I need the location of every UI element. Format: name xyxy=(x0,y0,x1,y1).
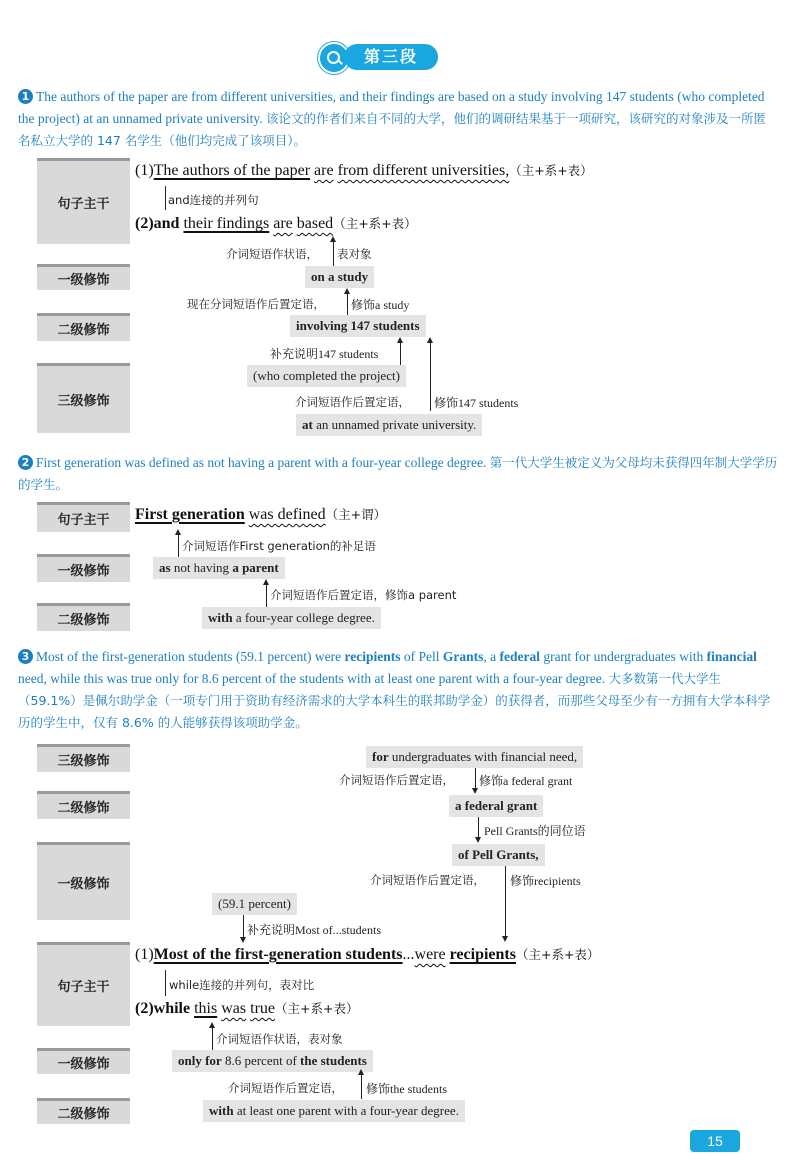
arrow-line xyxy=(178,533,179,557)
label-level3-1: 三级修饰 xyxy=(37,363,130,433)
s1-and-note: and连接的并列句 xyxy=(168,193,259,207)
label-level1-1: 一级修饰 xyxy=(37,264,130,290)
arrow-up-icon xyxy=(263,579,269,585)
arrow-line xyxy=(478,817,479,839)
label-level2-2: 二级修饰 xyxy=(37,603,130,631)
sentence-number-1: 1 xyxy=(18,89,33,104)
sentence-1-text xyxy=(18,86,778,152)
label-level2-3: 二级修饰 xyxy=(37,791,130,819)
s3-main-clause-2: (2)while this was true（主+系+表） xyxy=(135,1000,359,1017)
s2-box-with-degree: with a four-year college degree. xyxy=(202,607,381,629)
arrow-down-icon xyxy=(472,788,478,794)
arrow-line xyxy=(361,1073,362,1099)
label-main-1: 句子主干 xyxy=(37,158,130,244)
s3-note-students-b: 修饰the students xyxy=(366,1082,447,1096)
arrow-line xyxy=(212,1026,213,1050)
s3-note-students: 介词短语作后置定语， xyxy=(228,1081,343,1095)
s1-note-3: 补充说明147 students xyxy=(270,347,379,361)
sentence-3-text: 3 Most of the first-generation students (59.1 percent) were recipients of Pell Grants, a federal grant for undergraduates with financial need, while this was true only for 8.6 percent of the students with at least one parent with a four-year degree. 大多数第一代大学生（59.1%）是佩尔助学金（一项专门用于资助有经济需求的大学本科生的联邦助学金）的获得者，而那些父母至少有一方拥有大学本科学历的学生中，仅有 8.6% 的人能够获得该项助学金。 xyxy=(18,649,771,730)
s1-note-1b: 表对象 xyxy=(337,247,372,261)
s3-box-59-percent: (59.1 percent) xyxy=(212,893,297,915)
arrow-up-icon xyxy=(330,236,336,242)
label-main-2: 句子主干 xyxy=(37,502,130,532)
s3-note-pell: Pell Grants的同位语 xyxy=(484,824,586,838)
s3-note-pct: 补充说明Most of...students xyxy=(247,923,382,937)
label-level2-3b: 二级修饰 xyxy=(37,1098,130,1124)
s3-note-recipients: 介词短语作后置定语， xyxy=(370,873,485,887)
s2-main-clause: First generation was defined（主+谓） xyxy=(135,506,387,523)
s2-note-1: 介词短语作First generation的补足语 xyxy=(182,539,376,553)
sentence-2-text xyxy=(18,452,778,496)
s3-box-with-parent: with at least one parent with a four-year degree. xyxy=(203,1100,465,1122)
arrow-down-icon xyxy=(240,937,246,943)
s1-box-on-a-study: on a study xyxy=(305,266,374,288)
s2-box-as-not-having: as not having a parent xyxy=(153,557,285,579)
s3-box-only-for: only for 8.6 percent of the students xyxy=(172,1050,373,1072)
sentence-2-cn: 第一代大学生被定义为父母均未获得四年制大学学历的学生。 xyxy=(18,455,778,492)
label-level1-3: 一级修饰 xyxy=(37,842,130,920)
section-title: 第三段 xyxy=(344,44,438,70)
s1-box-who-completed: (who completed the project) xyxy=(247,365,406,387)
sentence-1-cn: 该论文的作者们来自不同的大学，他们的调研结果基于一项研究，该研究的对象涉及一所匿名私立大学的 147 名学生（他们均完成了该项目）。 xyxy=(18,111,767,148)
connector-line xyxy=(165,970,166,996)
s1-main-clause-1: (1)The authors of the paper are from different universities,（主+系+表） xyxy=(135,162,593,179)
s1-note-2b: 修饰a study xyxy=(351,298,410,312)
label-level1-2: 一级修饰 xyxy=(37,554,130,582)
label-level2-1: 二级修饰 xyxy=(37,313,130,341)
sentence-2-en: First generation was defined as not having a parent with a four-year college degree. xyxy=(36,455,487,470)
arrow-up-icon xyxy=(209,1022,215,1028)
arrow-up-icon xyxy=(397,337,403,343)
arrow-line xyxy=(505,866,506,938)
arrow-line xyxy=(400,341,401,365)
sentence-3-cn: 大多数第一代大学生（59.1%）是佩尔助学金（一项专门用于资助有经济需求的大学本科生的联邦助学金）的获得者，而那些父母至少有一方拥有大学本科学历的学生中，仅有 8.6% 的人能够获得该项助学金。 xyxy=(18,671,771,730)
connector-line xyxy=(165,186,166,210)
s1-main-clause-2: (2)and their findings are based（主+系+表） xyxy=(135,215,417,232)
label-main-3: 句子主干 xyxy=(37,942,130,1026)
arrow-line xyxy=(266,583,267,607)
s3-while-note: while连接的并列句，表对比 xyxy=(169,978,315,992)
sentence-1-en: The authors of the paper are from different universities, and their findings are based on a study involving 147 students (who completed the project) at an unnamed private university. xyxy=(18,89,765,126)
s3-note-adv: 介词短语作状语，表对象 xyxy=(216,1032,343,1046)
s1-note-1: 介词短语作状语， xyxy=(226,247,318,261)
s3-box-for-undergraduates: for undergraduates with financial need, xyxy=(366,746,583,768)
arrow-line xyxy=(243,915,244,939)
s3-box-pell-grants: of Pell Grants, xyxy=(452,844,545,866)
s3-note-recipients-b: 修饰recipients xyxy=(510,874,581,888)
s1-note-4: 介词短语作后置定语， xyxy=(295,395,410,409)
s3-note-top: 介词短语作后置定语， xyxy=(339,773,454,787)
section-header xyxy=(318,42,440,72)
arrow-line xyxy=(347,292,348,315)
arrow-up-icon xyxy=(344,288,350,294)
s2-note-2: 介词短语作后置定语，修饰a parent xyxy=(270,588,457,602)
arrow-up-icon xyxy=(175,529,181,535)
s1-note-2: 现在分词短语作后置定语， xyxy=(187,297,325,311)
arrow-line xyxy=(430,341,431,411)
label-level3-3: 三级修饰 xyxy=(37,744,130,772)
s3-box-federal-grant: a federal grant xyxy=(449,795,543,817)
sentence-number-2: 2 xyxy=(18,455,33,470)
arrow-line xyxy=(475,768,476,790)
arrow-down-icon xyxy=(502,936,508,942)
arrow-up-icon xyxy=(427,337,433,343)
arrow-up-icon xyxy=(358,1069,364,1075)
s1-box-involving: involving 147 students xyxy=(290,315,426,337)
s1-box-at-university: at an unnamed private university. xyxy=(296,414,482,436)
s3-note-top-b: 修饰a federal grant xyxy=(479,774,573,788)
page-number: 15 xyxy=(690,1130,740,1152)
label-level1-3b: 一级修饰 xyxy=(37,1048,130,1074)
s1-note-4b: 修饰147 students xyxy=(434,396,519,410)
arrow-line xyxy=(333,240,334,266)
sentence-number-3: 3 xyxy=(18,649,33,664)
s3-main-clause-1: (1)Most of the first-generation students...were recipients（主+系+表） xyxy=(135,946,600,963)
arrow-down-icon xyxy=(475,837,481,843)
